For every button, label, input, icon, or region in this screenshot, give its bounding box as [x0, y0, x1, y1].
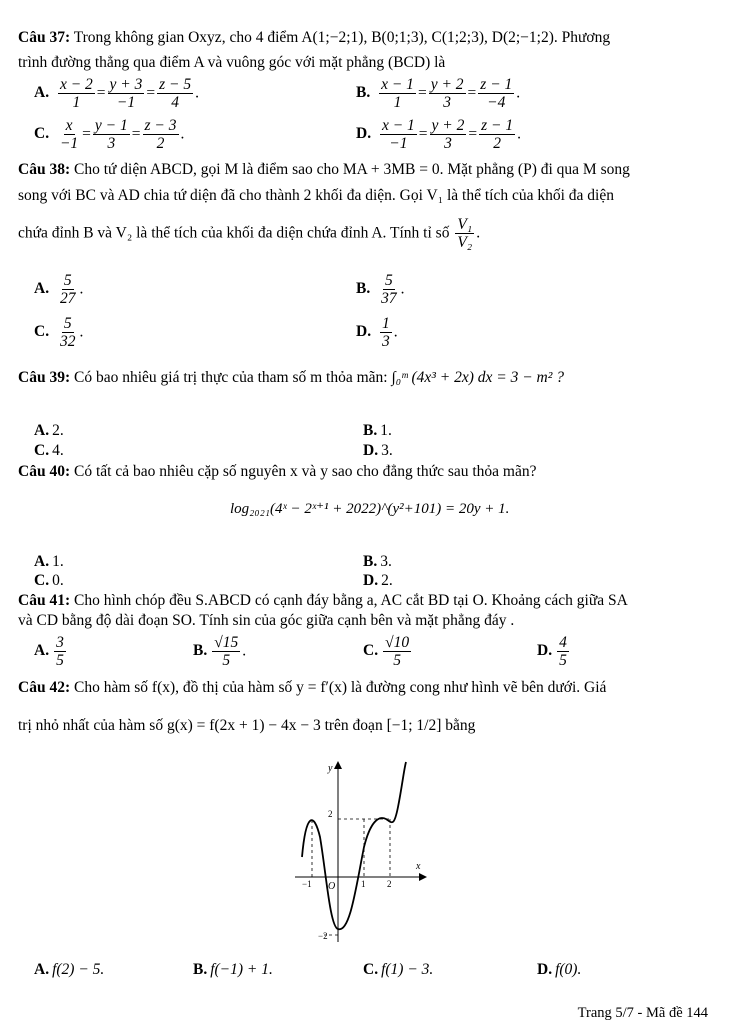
q38-ratio: $\frac{\text{V₁}}{\text{V₂}}$: [457, 216, 473, 252]
q39-integral: ∫₀ᵐ (4x³ + 2x) dx = 3 − m² ?: [391, 369, 565, 386]
q38-stem-3: chứa đỉnh B và V₂ là thể tích của khối đa diện chứa đỉnh A. Tính tỉ số: [18, 224, 450, 242]
q38-line3: chứa đỉnh B và V₂ là thể tích của khối đa diện chứa đỉnh A. Tính tỉ số $\frac{\text{V₁}}{\text{V₂}}$ .: [18, 216, 481, 252]
q40-option-d: D. 2.: [363, 572, 393, 589]
q41-option-d: D. $\frac{4}{5}$: [537, 634, 567, 670]
q38-option-a: A. $\frac{5}{27}$ .: [34, 272, 84, 308]
q39-option-b: B. 1.: [363, 422, 392, 439]
tick-1: 1: [361, 879, 366, 889]
q39-option-d: D. 3.: [363, 442, 393, 459]
q38-option-c: C. $\frac{5}{32}$ .: [34, 315, 84, 351]
tick-y2: 2: [328, 809, 333, 819]
q42-label: Câu 42:: [18, 679, 71, 696]
q41-stem-1: Cho hình chóp đều S.ABCD có cạnh đáy bằng a, AC cắt BD tại O. Khoảng cách giữa SA: [73, 592, 628, 609]
q42-line1: [18, 678, 606, 697]
q37-stem-1: Trong không gian Oxyz, cho 4 điểm A(1;−2;1), B(0;1;3), C(1;2;3), D(2;−1;2). Phương: [73, 29, 611, 46]
tick-2: 2: [387, 879, 392, 889]
q40-option-b: B. 3.: [363, 553, 392, 570]
q38-option-b: B. $\frac{5}{37}$ .: [356, 272, 405, 308]
q42-option-d: D. f(0).: [537, 961, 582, 978]
q39-option-a: A. 2.: [34, 422, 64, 439]
q39-stem: Có bao nhiêu giá trị thực của tham số m thỏa mãn:: [73, 369, 388, 386]
q39-option-c: C. 4.: [34, 442, 64, 459]
q41-option-b: B. $\frac{√15}{5}$ .: [193, 634, 247, 670]
q41-option-c: C. $\frac{√10}{5}$: [363, 634, 410, 670]
q38-option-d: D. $\frac{1}{3}$ .: [356, 315, 398, 351]
q41-label: Câu 41:: [18, 592, 71, 609]
page-footer: Trang 5/7 - Mã đề 144: [577, 1005, 708, 1021]
tick-yneg2: −2: [318, 931, 328, 941]
tick-neg1: −1: [302, 879, 312, 889]
q42-option-a: A. f(2) − 5.: [34, 961, 105, 978]
q41-stem-2: và CD bằng độ dài đoạn SO. Tính sin của góc giữa cạnh bên và mặt phẳng đáy .: [18, 612, 515, 629]
q38-stem-2: song với BC và AD chia tứ diện đã cho thành 2 khối đa diện. Gọi V₁ là thể tích của khối đa diện: [18, 187, 614, 204]
q37-option-b: B. $\frac{x - 1}{1}$ = $\frac{y + 2}{3}$ = $\frac{z - 1}{-4}$ .: [356, 76, 521, 112]
x-axis-label: x: [416, 861, 421, 872]
q39-label: Câu 39:: [18, 369, 71, 386]
q38-line1: [18, 160, 630, 179]
q41-option-a: A. $\frac{3}{5}$: [34, 634, 64, 670]
q40-option-a: A. 1.: [34, 553, 64, 570]
q42-option-c: C. f(1) − 3.: [363, 961, 434, 978]
q42-graph: [290, 757, 430, 947]
q40-line: [18, 462, 537, 481]
q42-stem-1: Cho hàm số f(x), đồ thị của hàm số y = f′(x) là đường cong như hình vẽ bên dưới. Giá: [73, 679, 607, 696]
q41-line1: [18, 591, 628, 610]
q37-option-d: D. $\frac{x - 1}{-1}$ = $\frac{y + 2}{3}$ = $\frac{z - 1}{2}$ .: [356, 117, 522, 153]
q42-stem-2: trị nhỏ nhất của hàm số g(x) = f(2x + 1) − 4x − 3 trên đoạn [−1; 1/2] bằng: [18, 717, 476, 734]
q40-label: Câu 40:: [18, 463, 71, 480]
q37-option-c: C. $\frac{x}{-1}$ = $\frac{y - 1}{3}$ = $\frac{z - 3}{2}$ .: [34, 117, 185, 153]
q38-label: Câu 38:: [18, 161, 71, 178]
q42-option-b: B. f(−1) + 1.: [193, 961, 273, 978]
q40-equation: log₂₀₂₁(4ˣ − 2ˣ⁺¹ + 2022)^(y²+101) = 20y + 1.: [230, 501, 510, 517]
y-axis-label: y: [328, 763, 333, 774]
origin-label: O: [328, 881, 336, 892]
q40-option-c: C. 0.: [34, 572, 64, 589]
q37-line1: [18, 28, 610, 47]
q37-stem-2: trình đường thẳng qua điểm A và vuông góc với mặt phẳng (BCD) là: [18, 54, 446, 71]
q40-stem: Có tất cả bao nhiêu cặp số nguyên x và y sao cho đẳng thức sau thỏa mãn?: [73, 463, 537, 480]
q38-stem-1: Cho tứ diện ABCD, gọi M là điểm sao cho MA + 3MB = 0. Mặt phẳng (P) đi qua M song: [73, 161, 630, 178]
q37-label: Câu 37:: [18, 29, 71, 46]
q39-line: [18, 368, 564, 387]
q37-option-a: A. $\frac{x - 2}{1}$ = $\frac{y + 3}{-1}$ = $\frac{z - 5}{4}$ .: [34, 76, 200, 112]
